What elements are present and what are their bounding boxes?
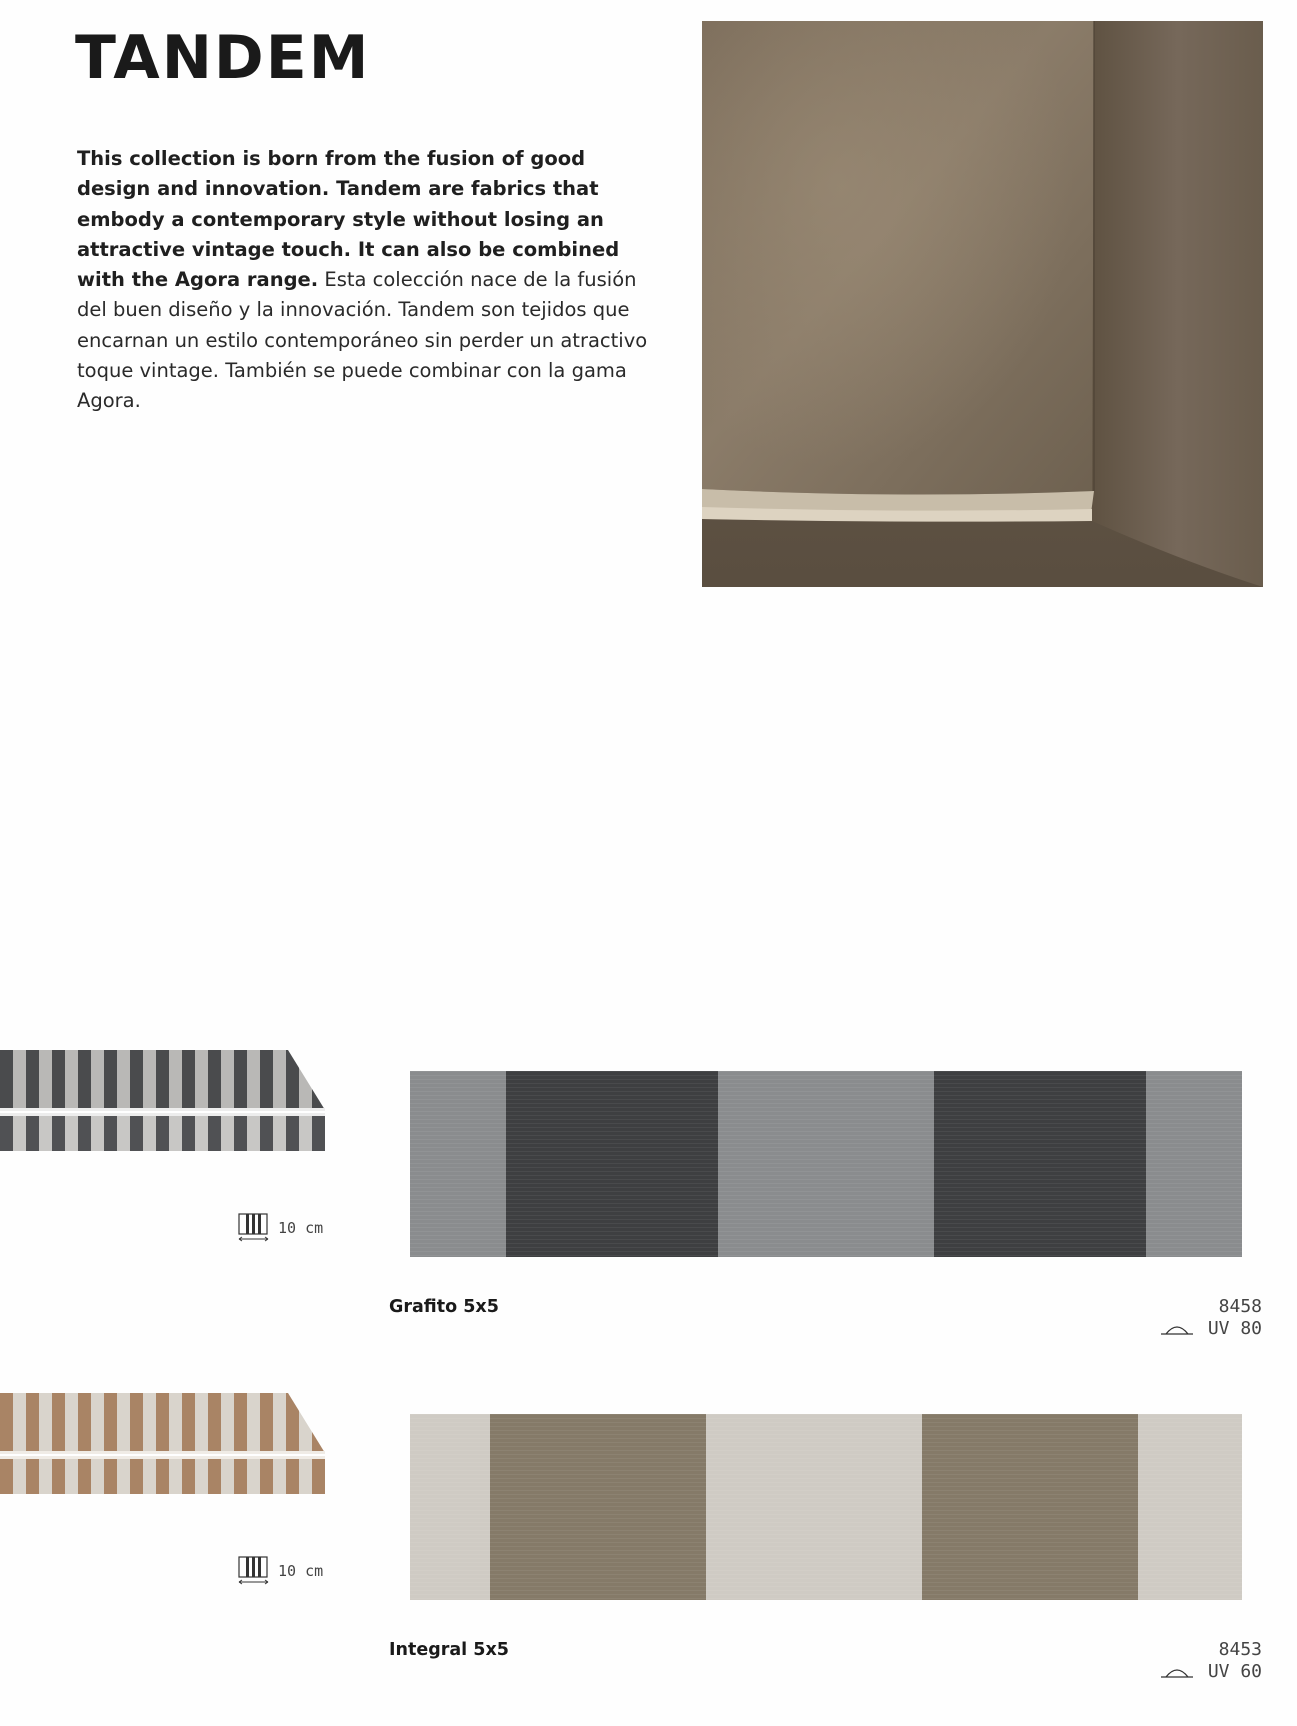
uv-protection-icon <box>1160 1322 1194 1336</box>
hero-photo <box>702 21 1263 587</box>
collection-description <box>77 144 657 417</box>
product-code: 8458 <box>1218 1296 1262 1317</box>
product-code: 8453 <box>1218 1639 1262 1660</box>
swatch-stripes <box>410 1071 1242 1257</box>
interior-wall-photo <box>702 21 1263 587</box>
uv-value: UV 80 <box>1207 1318 1262 1339</box>
stripe-width-value: 10 cm <box>278 1219 324 1237</box>
swatch-stripes <box>410 1414 1242 1600</box>
description-english: This collection is born from the fusion of good design and innovation. Tandem are fabrics that embody a contemporary style without losing an attractive vintage touch. It can also be combined with the Agora range. <box>77 147 620 292</box>
fabric-swatch-integral <box>410 1414 1242 1600</box>
page-title: TANDEM <box>75 23 371 93</box>
description-spanish: Esta colección nace de la fusión del buen diseño y la innovación. Tandem son tejidos que encarnan un estilo contemporáneo sin perder un atractivo toque vintage. También se puede combinar con la gama Agora. <box>77 268 648 413</box>
uv-rating <box>1160 1318 1262 1340</box>
product-code-block <box>1160 1296 1262 1340</box>
stripe-width-icon <box>238 1213 270 1243</box>
fabric-swatch-grafito <box>410 1071 1242 1257</box>
uv-rating <box>1160 1661 1262 1683</box>
awning-preview-integral <box>0 1393 330 1543</box>
product-code-block <box>1160 1639 1262 1683</box>
stripe-width-indicator <box>238 1213 323 1243</box>
product-name: Grafito 5x5 <box>389 1297 499 1317</box>
uv-protection-icon <box>1160 1665 1194 1679</box>
uv-value: UV 60 <box>1207 1661 1262 1682</box>
stripe-width-icon <box>238 1556 270 1586</box>
awning-preview-grafito <box>0 1050 330 1200</box>
stripe-width-value: 10 cm <box>278 1562 324 1580</box>
product-name: Integral 5x5 <box>389 1640 509 1660</box>
stripe-width-indicator <box>238 1556 323 1586</box>
